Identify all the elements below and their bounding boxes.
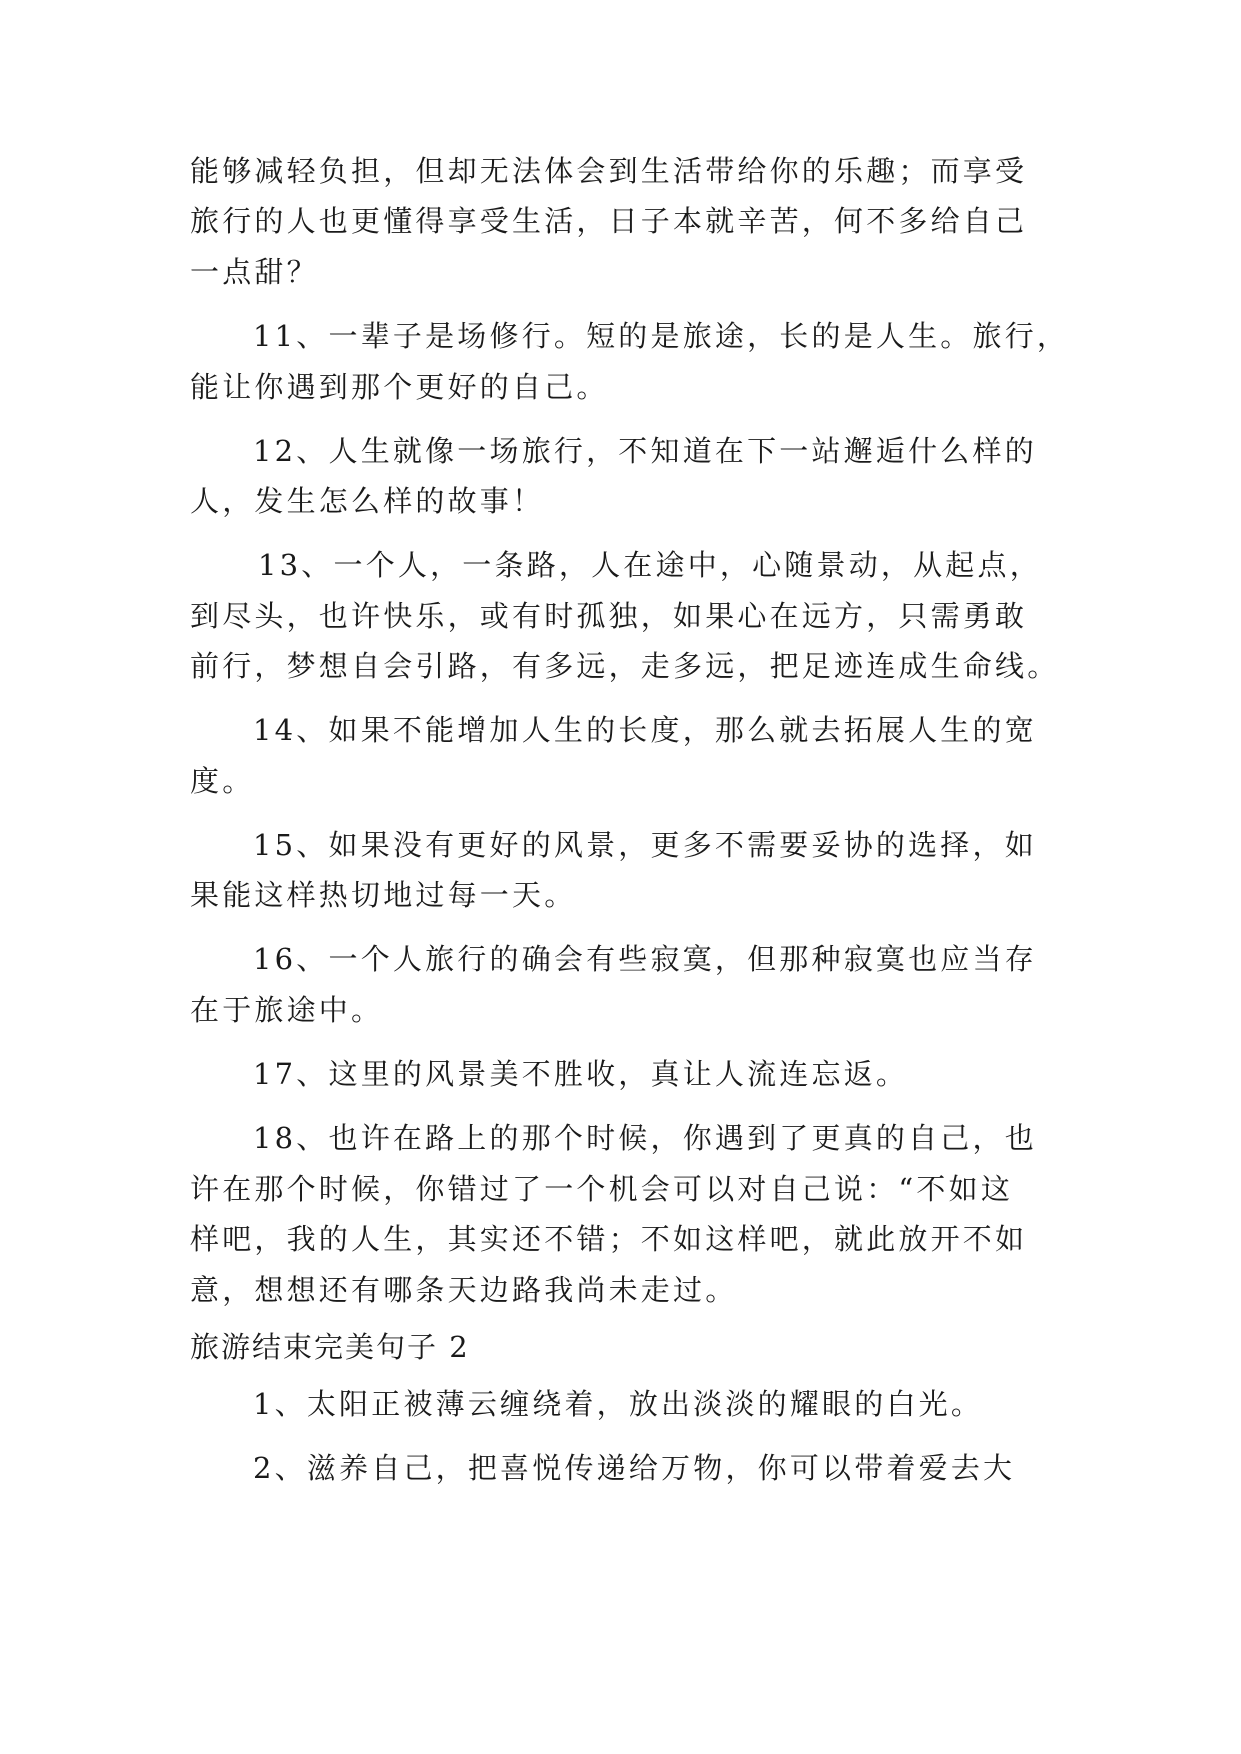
paragraph-line: 18、也许在路上的那个时候，你遇到了更真的自己，也 [253,1121,1037,1155]
paragraph-line: 13、一个人，一条路，人在途中，心随景动，从起点， [258,548,1042,582]
paragraph-line: 16、一个人旅行的确会有些寂寞，但那种寂寞也应当存 [253,942,1037,976]
paragraph-line: 旅行的人也更懂得享受生活，日子本就辛苦，何不多给自己 [190,204,1028,238]
paragraph-line: 在于旅途中。 [190,993,384,1027]
paragraph-line: 许在那个时候，你错过了一个机会可以对自己说：“不如这 [190,1172,1014,1206]
paragraph-line: 到尽头，也许快乐，或有时孤独，如果心在远方，只需勇敢 [190,599,1028,633]
paragraph-line: 果能这样热切地过每一天。 [190,878,577,912]
paragraph-line: 11、一辈子是场修行。短的是旅途，长的是人生。旅行， [253,319,1070,353]
paragraph-line: 能让你遇到那个更好的自己。 [190,370,609,404]
paragraph-line: 意，想想还有哪条天边路我尚未走过。 [190,1273,738,1307]
paragraph-line: 度。 [190,764,255,798]
paragraph-line: 2、滋养自己，把喜悦传递给万物，你可以带着爱去大 [253,1451,1016,1485]
paragraph-line: 一点甜？ [190,255,319,289]
paragraph-line: 样吧，我的人生，其实还不错；不如这样吧，就此放开不如 [190,1222,1028,1256]
paragraph-line: 前行，梦想自会引路，有多远，走多远，把足迹连成生命线。 [190,649,1060,683]
paragraph-line: 17、这里的风景美不胜收，真让人流连忘返。 [253,1057,909,1091]
paragraph-line: 能够减轻负担，但却无法体会到生活带给你的乐趣；而享受 [190,154,1028,188]
section-heading: 旅游结束完美句子 2 [190,1330,470,1364]
paragraph-line: 人，发生怎么样的故事！ [190,484,545,518]
paragraph-line: 1、太阳正被薄云缠绕着，放出淡淡的耀眼的白光。 [253,1387,984,1421]
paragraph-line: 12、人生就像一场旅行，不知道在下一站邂逅什么样的 [253,434,1037,468]
paragraph-line: 15、如果没有更好的风景，更多不需要妥协的选择，如 [253,828,1037,862]
paragraph-line: 14、如果不能增加人生的长度，那么就去拓展人生的宽 [253,713,1037,747]
